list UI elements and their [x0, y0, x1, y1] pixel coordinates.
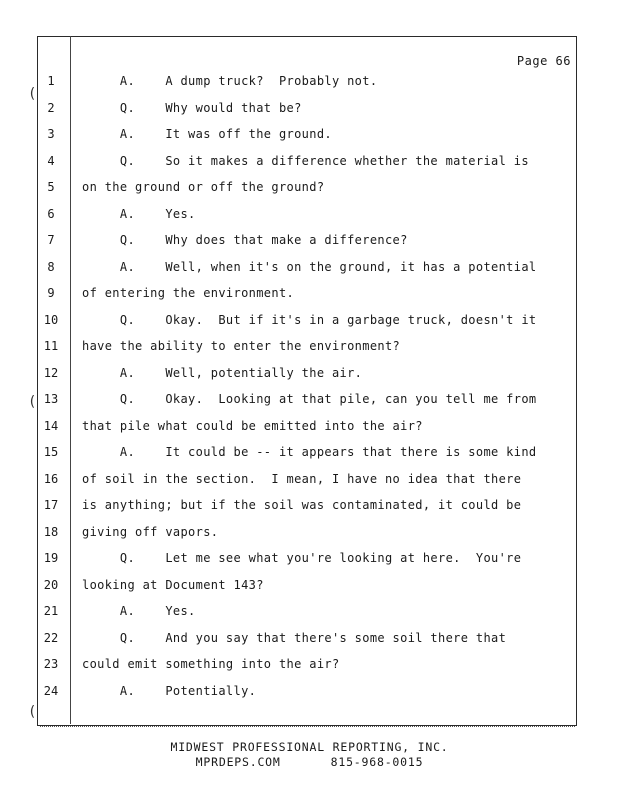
- line-number: 22: [43, 630, 59, 645]
- footer-website: MPRDEPS.COM: [195, 755, 281, 769]
- line-text: could emit something into the air?: [82, 657, 340, 671]
- transcript-line: [0, 631, 619, 651]
- line-text: A. Well, when it's on the ground, it has a potential: [82, 259, 537, 274]
- line-number: 16: [43, 471, 59, 486]
- transcript-line: [0, 392, 619, 412]
- line-number: 3: [47, 127, 55, 141]
- line-text: that pile what could be emitted into the air?: [82, 418, 423, 433]
- line-number: 1: [47, 74, 55, 88]
- line-number: 11: [43, 339, 59, 353]
- line-text: of soil in the section. I mean, I have no idea that there: [82, 471, 522, 486]
- transcript-line: [0, 339, 619, 359]
- line-number: 19: [43, 551, 59, 565]
- transcript-line: [0, 154, 619, 174]
- line-number: 6: [47, 206, 55, 221]
- line-text: A. Well, potentially the air.: [82, 365, 363, 380]
- footer-phone: 815-968-0015: [330, 755, 424, 769]
- line-text: Q. Why does that make a difference?: [82, 233, 408, 247]
- transcript-line: [0, 657, 619, 677]
- line-number: 12: [43, 365, 59, 380]
- line-text: Q. Let me see what you're looking at here. You're: [82, 551, 522, 565]
- line-number: 9: [47, 286, 55, 300]
- line-number: 8: [47, 259, 55, 274]
- line-text: on the ground or off the ground?: [82, 180, 325, 194]
- transcript-line: [0, 286, 619, 306]
- line-text: A. Potentially.: [82, 683, 257, 698]
- line-text: A. A dump truck? Probably not.: [82, 74, 378, 88]
- transcript-line: [0, 525, 619, 545]
- transcript-line: [0, 684, 619, 704]
- left-bracket-mark: (: [28, 86, 37, 102]
- transcript-line: [0, 366, 619, 386]
- line-number: 18: [43, 524, 59, 539]
- line-text: A. It was off the ground.: [82, 127, 332, 141]
- transcript-line: [0, 207, 619, 227]
- line-text: giving off vapors.: [82, 524, 219, 539]
- transcript-line: [0, 180, 619, 200]
- line-number: 2: [47, 100, 55, 115]
- transcript-line: [0, 233, 619, 253]
- left-bracket-mark: (: [28, 704, 37, 720]
- line-number: 10: [43, 312, 59, 327]
- line-number: 4: [47, 153, 55, 168]
- line-text: have the ability to enter the environment?: [82, 339, 401, 353]
- line-number: 7: [47, 233, 55, 247]
- line-text: Q. So it makes a difference whether the material is: [82, 153, 529, 168]
- line-text: is anything; but if the soil was contaminated, it could be: [82, 498, 522, 512]
- transcript-line: [0, 604, 619, 624]
- line-number: 20: [43, 577, 59, 592]
- transcript-line: [0, 74, 619, 94]
- line-text: looking at Document 143?: [82, 577, 264, 592]
- line-number: 15: [43, 445, 59, 459]
- transcript-line: [0, 551, 619, 571]
- line-number: 5: [47, 180, 55, 194]
- line-text: of entering the environment.: [82, 286, 295, 300]
- transcript-line: [0, 260, 619, 280]
- line-text: Q. Okay. But if it's in a garbage truck, doesn't it: [82, 312, 537, 327]
- line-number: 24: [43, 683, 59, 698]
- transcript-line: [0, 127, 619, 147]
- line-number: 23: [43, 657, 59, 671]
- line-number: 14: [43, 418, 59, 433]
- footer-contact: [0, 755, 619, 769]
- transcript-line: [0, 419, 619, 439]
- line-text: Q. And you say that there's some soil there that: [82, 630, 507, 645]
- transcript-line: [0, 498, 619, 518]
- footer-company: MIDWEST PROFESSIONAL REPORTING, INC.: [170, 740, 449, 754]
- line-number: 17: [43, 498, 59, 512]
- line-text: A. Yes.: [82, 604, 196, 618]
- transcript-line: [0, 472, 619, 492]
- line-number: 21: [43, 604, 59, 618]
- left-bracket-mark: (: [28, 394, 37, 410]
- transcript-line: [0, 313, 619, 333]
- line-text: A. It could be -- it appears that there is some kind: [82, 445, 537, 459]
- transcript-line: [0, 445, 619, 465]
- line-text: Q. Okay. Looking at that pile, can you tell me from: [82, 392, 537, 406]
- transcript-line: [0, 578, 619, 598]
- frame-bottom-edge: [40, 726, 575, 729]
- line-text: Q. Why would that be?: [82, 100, 302, 115]
- line-text: A. Yes.: [82, 206, 196, 221]
- line-number: 13: [43, 392, 59, 406]
- transcript-line: [0, 101, 619, 121]
- page-number: Page 66: [516, 54, 571, 68]
